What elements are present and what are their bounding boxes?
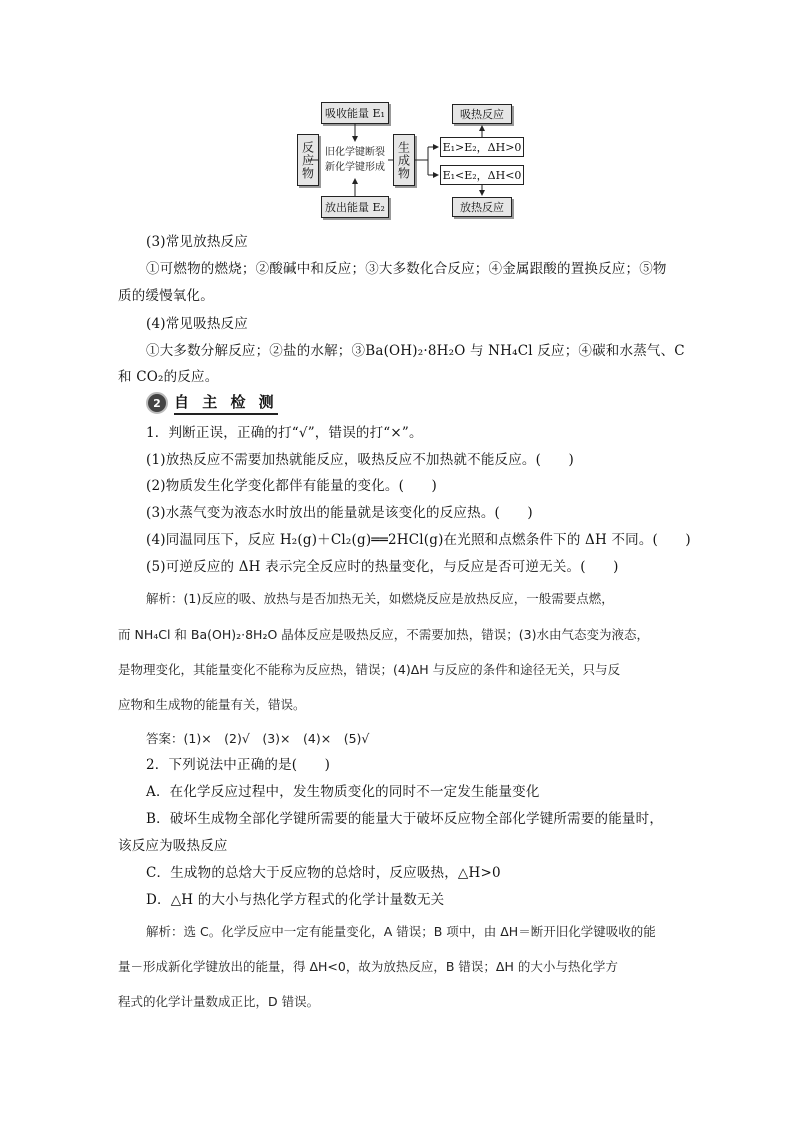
paragraph-exothermic-1: ①可燃物的燃烧；②酸碱中和反应；③大多数化合反应；④金属跟酸的置换反应；⑤物 (146, 261, 667, 277)
question-2-option-d: D．△H 的大小与热化学方程式的化学计量数无关 (146, 892, 445, 908)
question-2-option-c: C．生成物的总焓大于反应物的总焓时，反应吸热，△H>0 (146, 865, 501, 881)
section-self-check (146, 391, 278, 415)
reactant-label: 反应物 (300, 140, 315, 180)
process-break-label: 旧化学键断裂 (325, 147, 385, 158)
explanation-1-line-2: 而 NH₄Cl 和 Ba(OH)₂·8H₂O 晶体反应是吸热反应，不需要加热，错误；(3)水由气态变为液态， (118, 627, 649, 642)
explanation-2-line-2: 量－形成新化学键放出的能量，得 ΔH<0，故为放热反应，B 错误；ΔH 的大小与热化学方 (118, 959, 618, 974)
paragraph-endothermic-1: ①大多数分解反应；②盐的水解；③Ba(OH)₂·8H₂O 与 NH₄Cl 反应；④碳和水蒸气、C (146, 343, 685, 359)
paragraph-exothermic-2: 质的缓慢氧化。 (118, 288, 214, 304)
question-1-item-4: (4)同温同压下，反应 H₂(g)＋Cl₂(g)══2HCl(g)在光照和点燃条件下的 ΔH 不同。( ) (146, 532, 691, 548)
exothermic-label: 放热反应 (460, 201, 504, 214)
explanation-1-line-4: 应物和生成物的能量有关，错误。 (118, 697, 306, 712)
question-1-item-3: (3)水蒸气变为液态水时放出的能量就是该变化的反应热。( ) (146, 505, 533, 521)
endothermic-label: 吸热反应 (460, 108, 504, 121)
question-2-option-b-1: B．破坏生成物全部化学键所需要的能量大于破坏反应物全部化学键所需要的能量时， (146, 811, 664, 827)
section-title: 自 主 检 测 (174, 391, 278, 415)
diagram-arrows (0, 0, 794, 240)
product-label: 生成物 (396, 140, 411, 180)
heading-endothermic: (4)常见吸热反应 (146, 316, 248, 332)
process-form-label: 新化学键形成 (325, 162, 385, 173)
condition-endo-label: E₁>E₂，ΔH>0 (442, 141, 522, 154)
question-1: 1．判断正误，正确的打“√”，错误的打“×”。 (146, 425, 423, 441)
heading-exothermic: (3)常见放热反应 (146, 234, 248, 250)
explanation-1-line-1: 解析：(1)反应的吸、放热与是否加热无关，如燃烧反应是放热反应，一般需要点燃， (146, 591, 614, 606)
question-1-item-2: (2)物质发生化学变化都伴有能量的变化。( ) (146, 478, 437, 494)
explanation-2-line-1: 解析：选 C。化学反应中一定有能量变化，A 错误；B 项中，由 ΔH＝断开旧化学键吸收的能 (146, 924, 656, 939)
release-label: 放出能量 E₂ (325, 201, 385, 214)
question-2-option-b-2: 该反应为吸热反应 (118, 838, 228, 854)
question-1-item-5: (5)可逆反应的 ΔH 表示完全反应时的热量变化，与反应是否可逆无关。( ) (146, 559, 619, 575)
absorb-label: 吸收能量 E₁ (325, 107, 385, 120)
question-2-option-a: A．在化学反应过程中，发生物质变化的同时不一定发生能量变化 (146, 784, 540, 800)
question-1-item-1: (1)放热反应不需要加热就能反应，吸热反应不加热就不能反应。( ) (146, 452, 574, 468)
paragraph-endothermic-2: 和 CO₂的反应。 (118, 369, 219, 385)
section-number-badge: 2 (146, 392, 168, 414)
condition-exo-label: E₁<E₂，ΔH<0 (442, 169, 522, 182)
explanation-1-line-3: 是物理变化，其能量变化不能称为反应热，错误；(4)ΔH 与反应的条件和途径无关，只与反 (118, 662, 621, 677)
question-2: 2．下列说法中正确的是( ) (146, 757, 331, 773)
answer-1: 答案：(1)× (2)√ (3)× (4)× (5)√ (146, 731, 370, 746)
explanation-2-line-3: 程式的化学计量数成正比，D 错误。 (118, 994, 320, 1009)
